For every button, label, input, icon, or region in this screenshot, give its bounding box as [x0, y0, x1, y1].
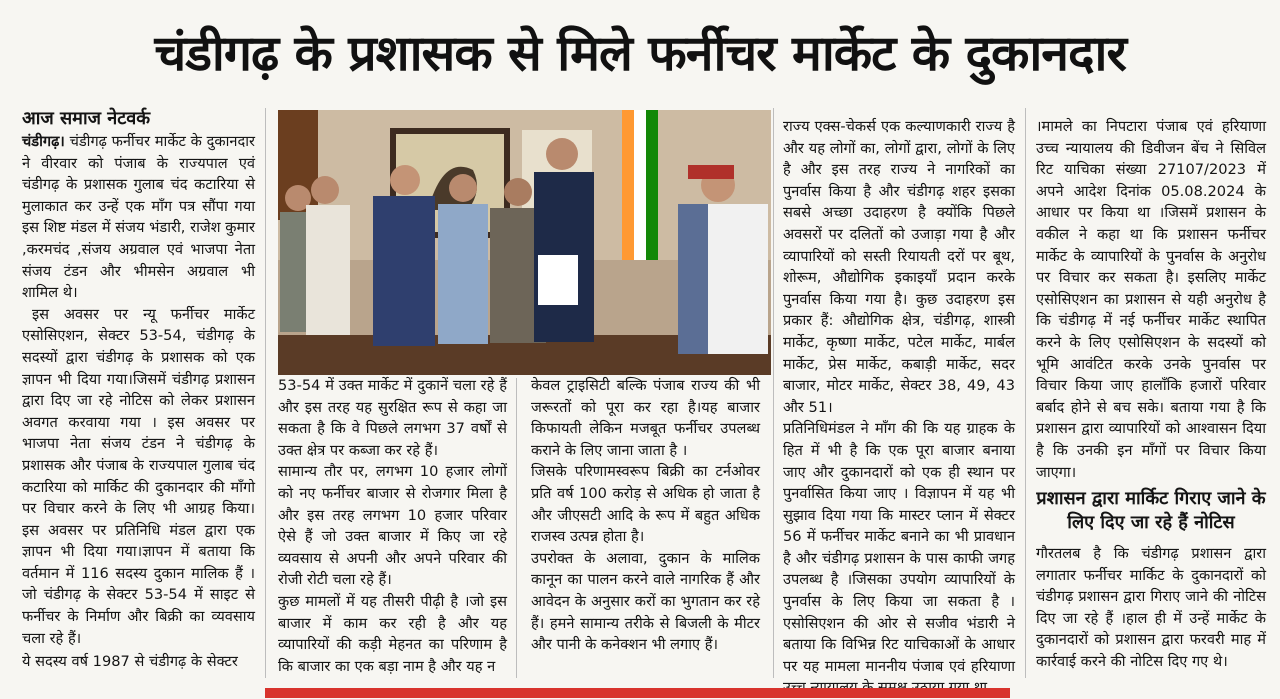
column-divider — [265, 108, 266, 678]
byline: आज समाज नेटवर्क — [22, 108, 151, 129]
paragraph-text: चंडीगढ़ फर्नीचर मार्केट के दुकानदार ने वीरवार को पंजाब के राज्यपाल एवं चंडीगढ़ के प्रशासक गुलाब चंद कटारिया से मुलाकात कर उन्हें एक माँग पत्र सौंपा गया इस शिष्ट मंडल में संजय भंडारी, राजेश कुमार ,करमचंद ,संजय अग्रवाल एवं भाजपा नेता संजय टंडन और भीमसेन अग्रवाल भी शामिल थे। — [22, 133, 255, 302]
paragraph: प्रतिनिधिमंडल ने माँग की कि यह ग्राहक के हित में भी है कि एक पूरा बाजार बनाया जाए और दुकानदारों को एक ही स्थान पर पुनर्वासित किया जाए । विज्ञापन में यह भी सुझाव दिया गया कि मास्टर प्लान में सेक्टर 56 में फर्नीचर मार्केट बनाने का भी प्रावधान है और चंडीगढ़ प्रशासन के पास काफी जगह उपलब्ध है ।जिसका उपयोग व्यापारियों के पुनर्वास के लिए किया जा सकता है । एसोसिएशन की ओर से सजीव भंडारी ने बताया कि विभिन्न रिट याचिकाओं के आधार पर यह मामला माननीय पंजाब एवं हरियाणा — [783, 420, 1015, 675]
article-column-3 — [531, 375, 760, 656]
paragraph: जिसके परिणामस्वरूप बिक्री का टर्नओवर प्रति वर्ष 100 करोड़ से अधिक हो जाता है और जीएसटी आदि के रूप में बहुत अधिक राजस्व उत्पन्न होता है। — [531, 463, 760, 546]
paragraph: ।मामले का निपटारा पंजाब एवं हरियाणा उच्च न्यायालय की डिवीजन बेंच ने सिविल रिट याचिका संख्या 27107/2023 में अपने आदेश दिनांक 05.08.2024 के आधार पर किया था ।जिसमें प्रशासन के वकील ने कहा था कि प्रशासन फर्नीचर मार्केट के व्यापारियों के पुनर्वास के अनुरोध पर विचार कर सकता है। इसलिए मार्केट एसोसिएशन का प्रशासन से यही अनुरोध है कि चंडीगढ़ में नई फर्नीचर मार्केट स्थापित करने के लिए एसोसिएशन के सदस्यों को भूमि आवंटित करके उनके पुनर्वास पर विचार किया जाए हालाँकि हजारों परिवार बर्बाद होने से बच सके। बताया गया है कि प्रशासन द्वारा व्यापारियों को आश्वासन दिया है कि उनकी इन माँगों पर विचार किया जाएगा। — [1036, 118, 1266, 481]
news-photo — [278, 110, 771, 375]
paragraph: इस अवसर पर न्यू फर्नीचर मार्केट एसोसिएशन, सेक्टर 53-54, चंडीगढ़ के सदस्यों द्वारा चंडीगढ़ के प्रशासक को एक ज्ञापन भी दिया गया।जिसमें चंडीगढ़ प्रशासन द्वारा दिए जा रहे नोटिस को लेकर प्रशासन अवगत करवाया गया । इस अवसर पर भाजपा नेता संजय टंडन ने चंडीगढ़ के प्रशासक और पंजाब के राज्यपाल गुलाब चंद कटारिया को मार्किट की दुकानदार की माँगो पर विचार करने के लिए भी आग्रह किया। इस अवसर पर प्रतिनिधि मंडल द्वारा एक ज्ञापन भी दिया गया।ज्ञापन में बताया कि वर्तमान में 116 सदस्य दुकान मालिक हैं ।जो चंडीगढ़ के सेक्टर 53-54 में साइट से फर्नीचर के निर्माण और बिक्री का व्यवसाय चला रहे हैं। — [22, 305, 255, 647]
paragraph: उपरोक्त के अलावा, दुकान के मालिक कानून का पालन करने वाले नागरिक हैं और आवेदन के अनुसार करों का भुगतान कर रहे हैं। हमने सामान्य तरीके से बिजली के मीटर और पानी के कनेक्शन भी लगाए हैं। — [531, 549, 760, 654]
paragraph: कुछ मामलों में यह तीसरी पीढ़ी है ।जो इस बाजार में काम कर रही है और यह व्यापारियों की कड़ी मेहनत का परिणाम है कि बाजार का एक बड़ा नाम है और यह न — [278, 592, 507, 675]
column-divider — [516, 378, 517, 678]
column-divider — [773, 108, 774, 678]
paragraph: केवल ट्राइसिटी बल्कि पंजाब राज्य की भी जरूरतों को पूरा कर रहा है।यह बाजार किफायती लेकिन मजबूत फर्नीचर उपलब्ध कराने के लिए जाना जाता है । — [531, 377, 760, 459]
paragraph: ये सदस्य वर्ष 1987 से चंडीगढ़ के सेक्टर — [22, 653, 238, 671]
paragraph: राज्य एक्स-चेकर्स एक कल्याणकारी राज्य है और यह लोगों का, लोगों द्वारा, लोगों के लिए है और इस तरह राज्य ने नागरिकों का पुनर्वास किया है और चंडीगढ़ शहर इसका सबसे अच्छा उदाहरण है क्योंकि पिछले अवसरों पर दलितों को उजाड़ा गया है और व्यापारियों को सस्ती रियायती दरों पर बूथ, शोरूम, औद्योगिक इकाइयाँ प्रदान करके पुनर्वास किया गया है। कुछ उदाहरण इस प्रकार हैं: औद्योगिक क्षेत्र, चंडीगढ़, शास्त्री मार्केट, कृष्णा मार्केट, पटेल मार्केट, मार्बल मार्केट, प्रेस मार्केट, कबाड़ी मार्केट, सदर बाजार, मोटर मार्केट, सेक्टर 38, 49, 43 और 51। — [783, 118, 1015, 416]
article-column-5 — [1036, 116, 1266, 673]
column-divider — [1025, 108, 1026, 678]
article-column-1 — [22, 108, 255, 673]
paragraph: गौरतलब है कि चंडीगढ़ प्रशासन द्वारा लगातार फर्नीचर मार्किट के दुकानदारों को चंडीगढ़ प्रशासन द्वारा गिराए जाने की नोटिस दिए जा रहे हैं ।हाल ही में उन्हें मार्केट के दुकानदारों को प्रशासन द्वारा फरवरी माह में कार्रवाई करने की नोटिस दिए गए थे। — [1036, 545, 1266, 671]
sub-headline: प्रशासन द्वारा मार्किट गिराए जाने के लिए दिए जा रहे हैं नोटिस — [1036, 488, 1266, 534]
paragraph — [22, 131, 255, 304]
paragraph: सामान्य तौर पर, लगभग 10 हजार लोगों को नए फर्नीचर बाजार से रोजगार मिला है और इस तरह लगभग 10 हजार परिवार ऐसे हैं जो उक्त बाजार में किए जा रहे व्यवसाय से अपनी और अपने परिवार की रोजी रोटी चला रहे हैं। — [278, 463, 507, 589]
headline-banner — [0, 0, 1280, 104]
article-column-4 — [783, 116, 1015, 699]
headline: चंडीगढ़ के प्रशासक से मिले फर्नीचर मार्केट के दुकानदार — [154, 25, 1126, 82]
article-column-2 — [278, 375, 507, 677]
photo-meeting-image — [278, 110, 771, 375]
paragraph: 53-54 में उक्त मार्केट में दुकानें चला रहे हैं और इस तरह यह सुरक्षित रूप से कहा जा सकता है कि वे पिछले लगभग 37 वर्षों से उक्त क्षेत्र पर कब्जा कर रहे हैं। — [278, 377, 507, 459]
bottom-red-bar — [265, 688, 1010, 698]
dateline: चंडीगढ़। — [22, 133, 65, 150]
